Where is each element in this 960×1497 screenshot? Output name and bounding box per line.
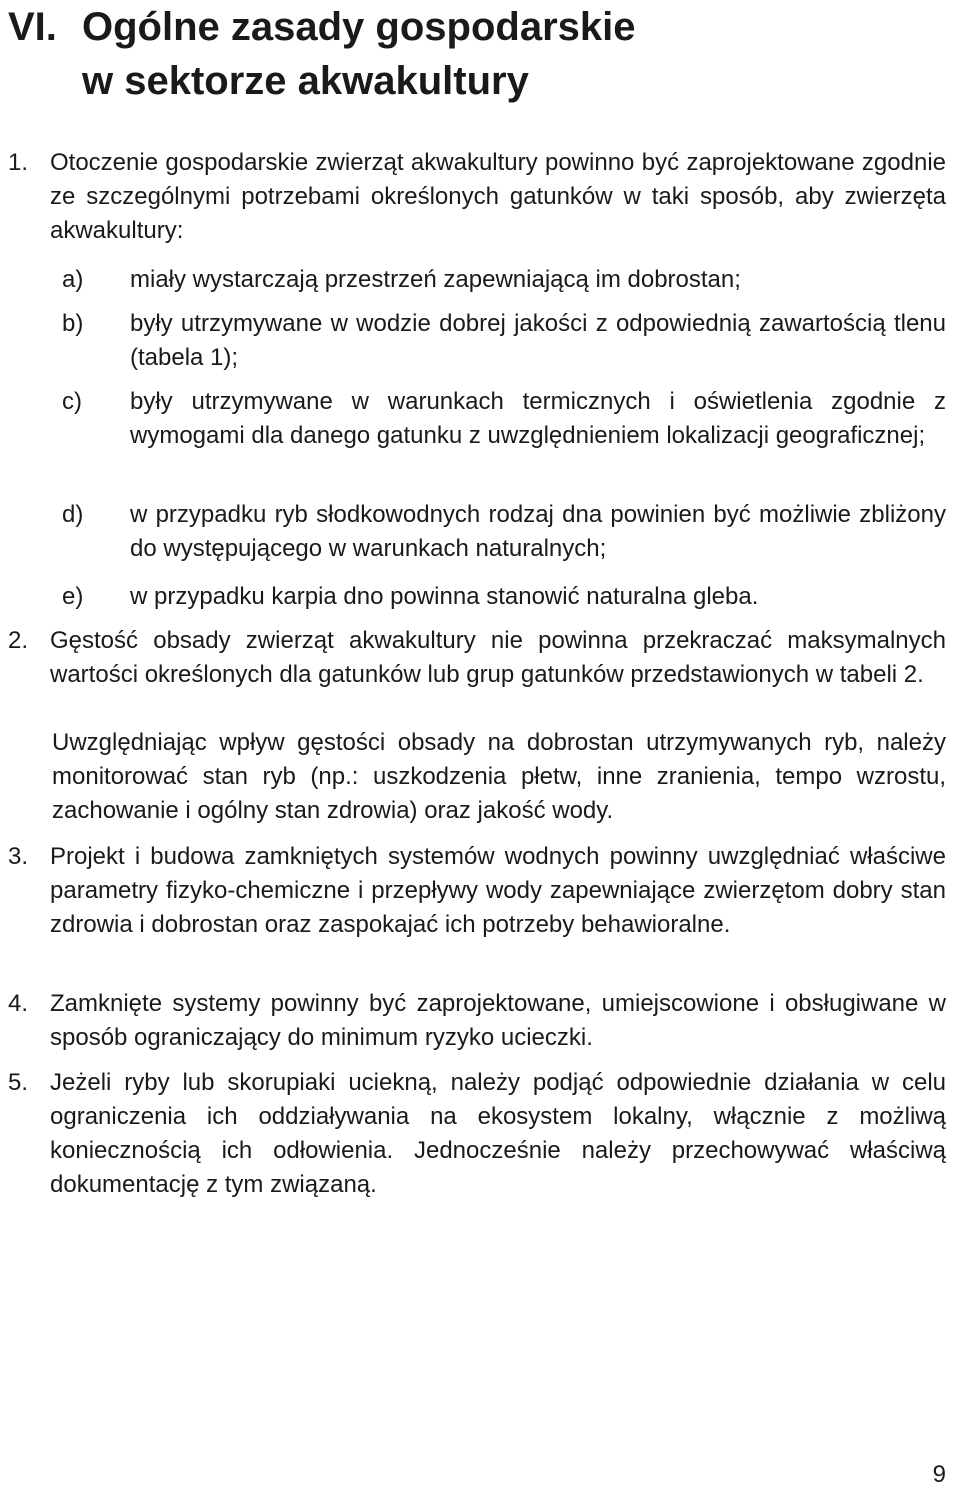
item-number: 3. (8, 843, 29, 870)
item-text: Otoczenie gospodarskie zwierząt akwakultury powinno być zaprojektowane zgodnie ze szczególnymi potrzebami określonych gatunków w taki sposób, aby zwierzęta akwakultury: (50, 149, 946, 244)
item-text: Zamknięte systemy powinny być zaprojektowane, umiejscowione i obsługiwane w sposób ograniczający do minimum ryzyko ucieczki. (50, 990, 946, 1051)
item-2-continuation: Uwzględniając wpływ gęstości obsady na dobrostan utrzymywanych ryb, należy monitorować stan ryb (np.: uszkodzenia płetw, inne zranienia, tempo wzrostu, zachowanie i ogólny stan zdrowia) oraz jakość wody. (52, 729, 946, 824)
subitem-text: w przypadku karpia dno powinna stanowić naturalna gleba. (130, 583, 759, 610)
subitem-text: miały wystarczają przestrzeń zapewniającą im dobrostan; (130, 266, 741, 293)
subitem-label: b) (62, 310, 84, 337)
subitem-text: były utrzymywane w warunkach termicznych i oświetlenia zgodnie z wymogami dla danego gatunku z uwzględnieniem lokalizacji geograficznej; (130, 388, 946, 449)
subitem-label: d) (62, 501, 84, 528)
item-text: Gęstość obsady zwierząt akwakultury nie powinna przekraczać maksymalnych wartości określonych dla gatunków lub grup gatunków przedstawionych w tabeli 2. (50, 627, 946, 688)
item-text: Jeżeli ryby lub skorupiaki uciekną, należy podjąć odpowiednie działania w celu ograniczenia ich oddziaływania na ekosystem lokalny, włącznie z możliwą koniecznością ich odłowienia. Jednocześnie należy przechowywać właściwą dokumentację z tym związaną. (50, 1069, 946, 1198)
subitem-text: w przypadku ryb słodkowodnych rodzaj dna powinien być możliwie zbliżony do występującego w warunkach naturalnych; (130, 501, 946, 562)
section-title-line2: w sektorze akwakultury (82, 59, 529, 103)
page-number: 9 (932, 1461, 946, 1488)
subitem-text: były utrzymywane w wodzie dobrej jakości z odpowiednią zawartością tlenu (tabela 1); (130, 310, 946, 371)
item-number: 5. (8, 1069, 29, 1096)
section-heading (8, 0, 636, 108)
item-number: 2. (8, 627, 29, 654)
section-title-line1: Ogólne zasady gospodarskie (82, 5, 636, 49)
item-number: 4. (8, 990, 29, 1017)
item-text: Projekt i budowa zamkniętych systemów wodnych powinny uwzględniać właściwe parametry fizyko-chemiczne i przepływy wody zapewniające zwierzętom dobry stan zdrowia i dobrostan oraz zaspokajać ich potrzeby behawioralne. (50, 843, 946, 938)
item-number: 1. (8, 149, 29, 176)
subitem-label: c) (62, 388, 82, 415)
subitem-label: e) (62, 583, 84, 610)
section-number: VI. (8, 5, 57, 49)
subitem-label: a) (62, 266, 84, 293)
